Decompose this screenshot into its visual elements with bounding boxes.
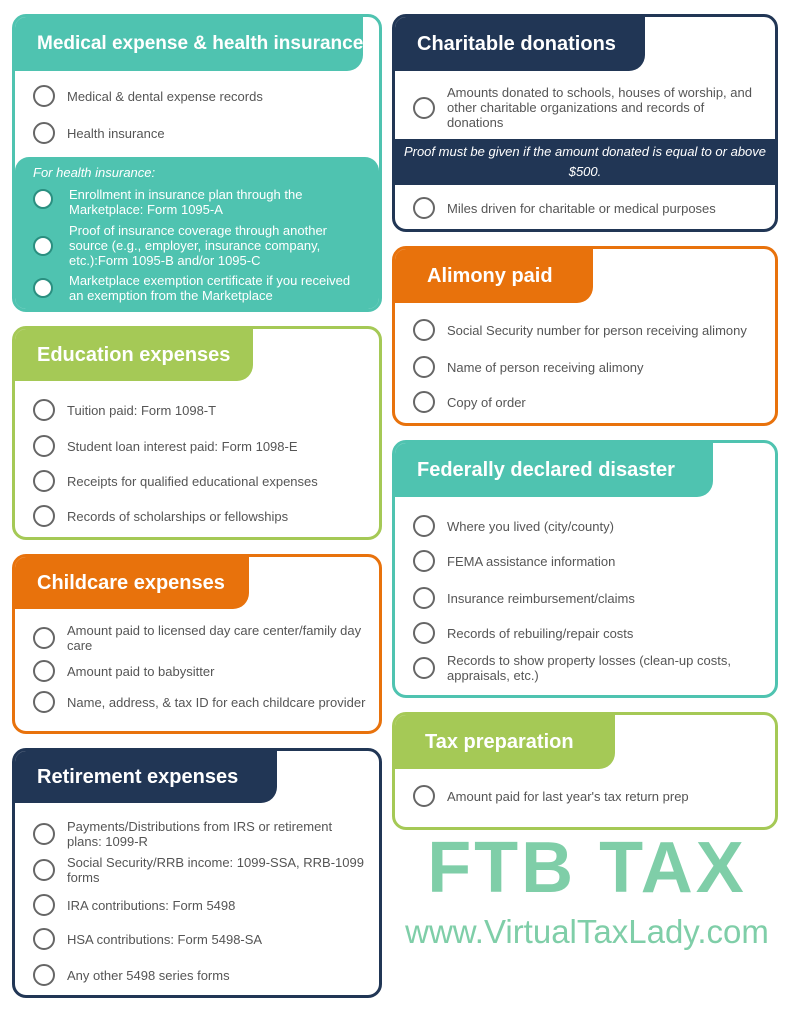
brand-url[interactable]: www.VirtualTaxLady.com	[405, 913, 769, 950]
charitable-title: Charitable donations	[395, 17, 645, 71]
checklist-item	[33, 660, 367, 682]
checkbox-circle[interactable]	[413, 622, 435, 644]
checkbox-circle[interactable]	[413, 515, 435, 537]
disaster-card	[392, 440, 778, 698]
item-label: Marketplace exemption certificate if you received an exemption from the Marketplace	[69, 273, 351, 303]
checkbox-circle[interactable]	[33, 894, 55, 916]
checkbox-circle[interactable]	[413, 97, 435, 119]
item-label: Enrollment in insurance plan through the Marketplace: Form 1095-A	[69, 187, 303, 217]
checklist-item	[33, 85, 367, 107]
checkbox-circle[interactable]	[33, 236, 53, 256]
checkbox-circle[interactable]	[413, 785, 435, 807]
checklist-item	[33, 964, 367, 986]
checkbox-circle[interactable]	[33, 859, 55, 881]
checklist-item	[33, 122, 367, 144]
item-label: Name, address, & tax ID for each childcare provider	[67, 694, 366, 710]
checklist-item	[33, 623, 367, 653]
item-label: Records of scholarships or fellowships	[67, 508, 289, 524]
item-label: FEMA assistance information	[447, 553, 616, 569]
medical-card	[12, 14, 382, 312]
taxprep-title: Tax preparation	[395, 715, 615, 769]
checkbox-circle[interactable]	[33, 399, 55, 421]
checklist-item	[33, 273, 367, 303]
item-label: Amount paid to babysitter	[67, 663, 215, 679]
item-label: Receipts for qualified educational expenses	[67, 473, 318, 489]
item-label: Records of rebuiling/repair costs	[447, 625, 634, 641]
item-label: Medical & dental expense records	[67, 88, 263, 104]
alimony-title: Alimony paid	[395, 249, 593, 303]
checkbox-circle[interactable]	[33, 660, 55, 682]
checklist-item	[33, 435, 367, 457]
checklist-item	[33, 894, 367, 916]
checkbox-circle[interactable]	[33, 189, 53, 209]
item-label: Insurance reimbursement/claims	[447, 590, 635, 606]
checklist-item	[413, 319, 763, 341]
retirement-card	[12, 748, 382, 998]
item-label: Payments/Distributions from IRS or retirement plans: 1099-R	[67, 819, 333, 849]
checkbox-circle[interactable]	[33, 122, 55, 144]
checklist-item	[33, 505, 367, 527]
item-label: Proof of insurance coverage through another source (e.g., employer, insurance company, etc.):Form 1095-B and/or 1095-C	[69, 223, 328, 268]
checkbox-circle[interactable]	[413, 356, 435, 378]
checkbox-circle[interactable]	[33, 964, 55, 986]
checkbox-circle[interactable]	[33, 691, 55, 713]
item-label: Health insurance	[67, 125, 165, 141]
checklist-item	[33, 223, 367, 268]
checklist-item	[33, 187, 367, 217]
checkbox-circle[interactable]	[413, 657, 435, 679]
checkbox-circle[interactable]	[33, 505, 55, 527]
checkbox-circle[interactable]	[413, 319, 435, 341]
item-label: Any other 5498 series forms	[67, 967, 230, 983]
checkbox-circle[interactable]	[33, 278, 53, 298]
education-title: Education expenses	[15, 329, 253, 381]
checklist-item	[413, 85, 763, 130]
checklist-item	[33, 928, 367, 950]
checklist-item	[413, 197, 763, 219]
panel-label: For health insurance:	[33, 165, 156, 180]
checklist-item	[33, 819, 367, 849]
education-card	[12, 326, 382, 540]
item-label: Where you lived (city/county)	[447, 518, 614, 534]
checkbox-circle[interactable]	[413, 391, 435, 413]
item-label: Copy of order	[447, 394, 526, 410]
checklist-item	[33, 399, 367, 421]
retirement-title: Retirement expenses	[15, 751, 277, 803]
item-label: Name of person receiving alimony	[447, 359, 644, 375]
checklist-item	[413, 515, 763, 537]
checklist-item	[33, 691, 367, 713]
item-label: Miles driven for charitable or medical purposes	[447, 200, 716, 216]
checkbox-circle[interactable]	[413, 587, 435, 609]
item-label: Social Security/RRB income: 1099-SSA, RRB-1099 forms	[67, 855, 364, 885]
item-label: Tuition paid: Form 1098-T	[67, 402, 217, 418]
checkbox-circle[interactable]	[33, 85, 55, 107]
checkbox-circle[interactable]	[413, 550, 435, 572]
medical-title: Medical expense & health insurance	[15, 17, 363, 71]
checklist-item	[33, 470, 367, 492]
checklist-item	[413, 622, 763, 644]
checkbox-circle[interactable]	[33, 435, 55, 457]
checklist-item	[413, 587, 763, 609]
proof-note: Proof must be given if the amount donated is equal to or above $500.	[395, 139, 775, 185]
item-label: HSA contributions: Form 5498-SA	[67, 931, 263, 947]
checkbox-circle[interactable]	[33, 928, 55, 950]
disaster-title: Federally declared disaster	[395, 443, 713, 497]
checkbox-circle[interactable]	[33, 470, 55, 492]
childcare-card	[12, 554, 382, 734]
checklist-item	[33, 855, 367, 885]
item-label: Student loan interest paid: Form 1098-E	[67, 438, 298, 454]
item-label: IRA contributions: Form 5498	[67, 897, 236, 913]
checkbox-circle[interactable]	[33, 823, 55, 845]
item-label: Amount paid for last year's tax return prep	[447, 788, 689, 804]
brand-title: FTB TAX	[427, 828, 747, 908]
checkbox-circle[interactable]	[33, 627, 55, 649]
item-label: Amount paid to licensed day care center/family day care	[67, 623, 362, 653]
childcare-title: Childcare expenses	[15, 557, 249, 609]
checklist-item	[413, 550, 763, 572]
item-label: Records to show property losses (clean-up costs, appraisals, etc.)	[447, 653, 731, 683]
health-insurance-panel	[15, 157, 379, 309]
item-label: Amounts donated to schools, houses of worship, and other charitable organizations and records of donations	[447, 85, 752, 130]
charitable-card	[392, 14, 778, 232]
taxprep-card	[392, 712, 778, 830]
item-label: Social Security number for person receiving alimony	[447, 322, 747, 338]
checkbox-circle[interactable]	[413, 197, 435, 219]
checklist-item	[413, 785, 763, 807]
alimony-card	[392, 246, 778, 426]
checklist-item	[413, 391, 763, 413]
checklist-item	[413, 356, 763, 378]
checklist-item	[413, 653, 763, 683]
